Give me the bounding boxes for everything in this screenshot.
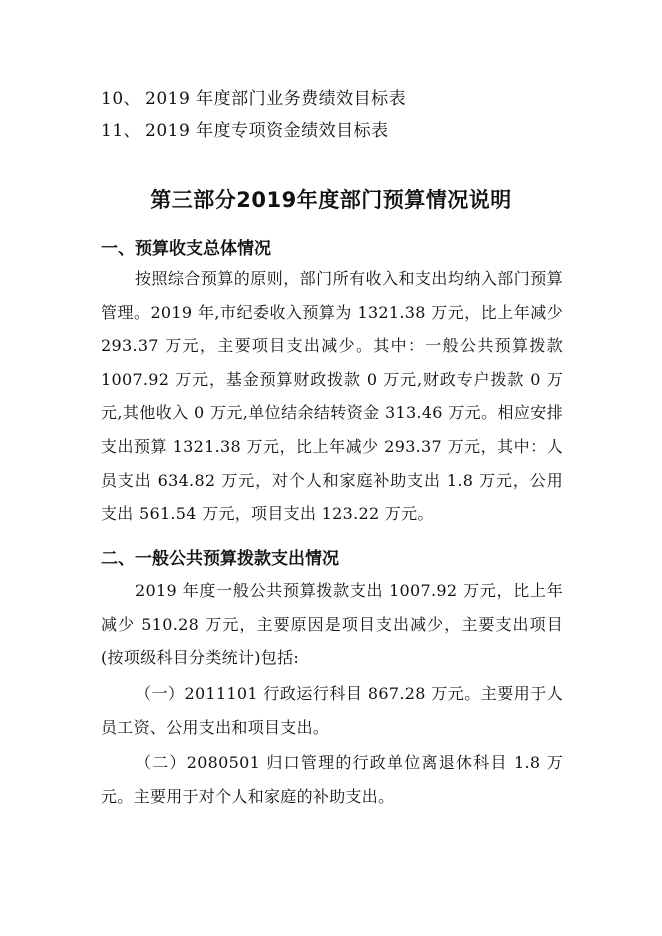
toc-number: 11、: [101, 121, 142, 141]
paragraph-item-one: （一）2011101 行政运行科目 867.28 万元。主要用于人员工资、公用支出和项目支出。: [101, 684, 563, 737]
toc-number: 10、: [101, 89, 142, 109]
paragraph-general-budget-expenditure: 2019 年度一般公共预算拨款支出 1007.92 万元，比上年减少 510.28 万元，主要原因是项目支出减少，主要支出项目(按项级科目分类统计)包括:: [101, 581, 563, 668]
toc-item-11: [101, 120, 389, 142]
toc-item-10: [101, 88, 406, 110]
toc-text: 2019 年度部门业务费绩效目标表: [145, 89, 407, 109]
heading-general-budget-expenditure: 二、一般公共预算拨款支出情况: [101, 549, 339, 569]
paragraph-budget-overview: 按照综合预算的原则，部门所有收入和支出均纳入部门预算管理。2019 年,市纪委收入预算为 1321.38 万元，比上年减少 293.37 万元，主要项目支出减少。其中：一般公共预算拨款 1007.92 万元，基金预算财政拨款 0 万元,财政专户拨款 0 万元,其他收入 0 万元,单位结余结转资金 313.46 万元。相应安排支出预算 1321.38 万元，比上年减少 293.37 万元，其中：人员支出 634.82 万元，对个人和家庭补助支出 1.8 万元，公用支出 561.54 万元，项目支出 123.22 万元。: [101, 269, 563, 524]
toc-text: 2019 年度专项资金绩效目标表: [145, 121, 389, 141]
paragraph-item-two: （二）2080501 归口管理的行政单位离退休科目 1.8 万元。主要用于对个人和家庭的补助支出。: [101, 753, 563, 806]
heading-budget-overview: 一、预算收支总体情况: [101, 239, 271, 259]
section-title: 第三部分2019年度部门预算情况说明: [150, 188, 512, 212]
